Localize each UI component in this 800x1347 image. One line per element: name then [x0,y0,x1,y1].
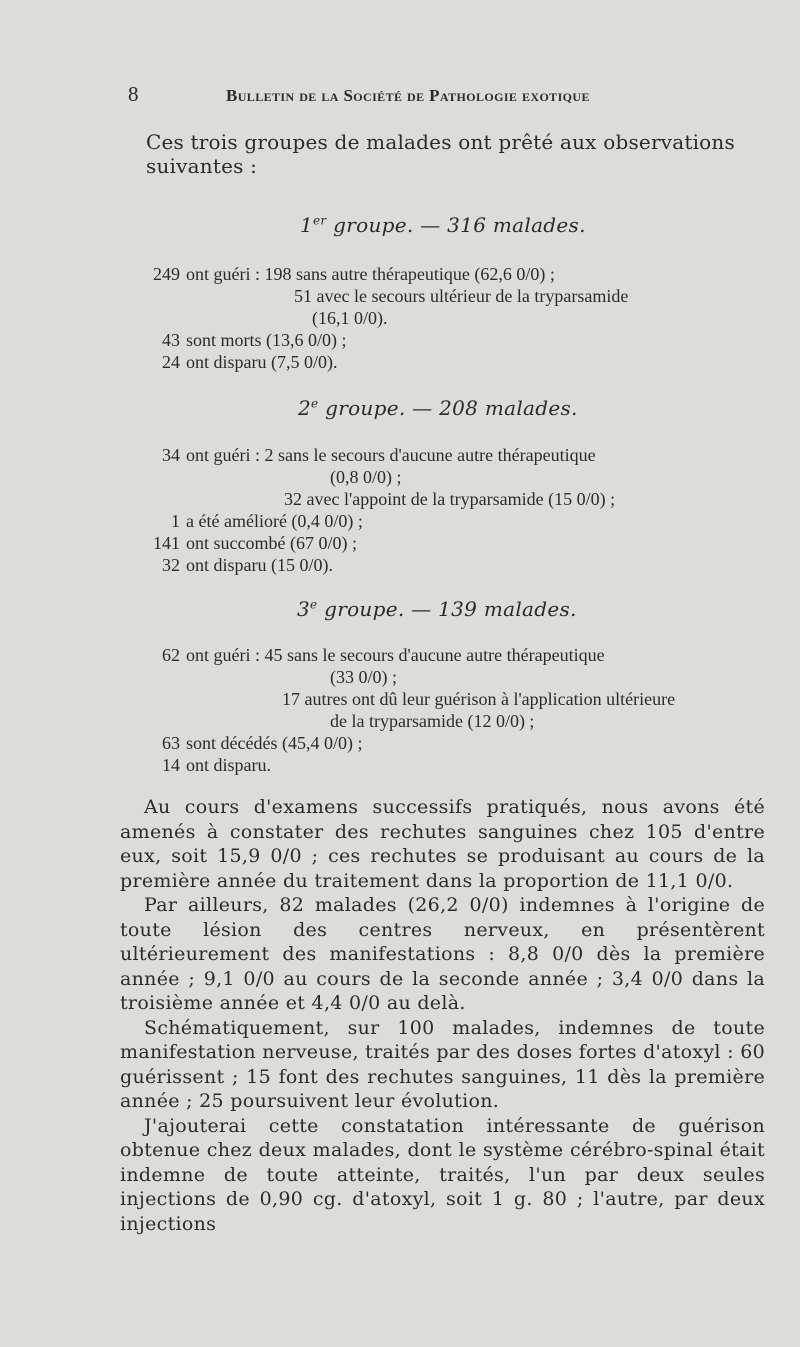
count: 43 [162,330,180,350]
group-title-1 [300,213,586,237]
group-title-2 [298,396,578,420]
count: 62 [162,645,180,665]
count: 14 [162,755,180,775]
body-text [120,795,765,1236]
table-line: a été amélioré (0,4 0/0) ; [186,511,363,531]
table-line: de la tryparsamide (12 0/0) ; [330,711,535,731]
paragraph: Au cours d'examens successifs pratiqués, nous avons été amenés à constater des rechutes sanguines chez 105 d'entre eux, soit 15,9 0/0 ; ces rechutes se produisant au cours de la première année du traitement dans la proportion de 11,1 0/0. [120,796,765,892]
group-title-text: groupe. — 208 malades. [325,396,578,420]
table-line: ont guéri : 2 sans le secours d'aucune autre thérapeutique [186,445,596,465]
group-title-text: groupe. — 316 malades. [333,213,586,237]
running-title: Bulletin de la Société de Pathologie exotique [226,86,590,105]
count: 141 [153,533,180,553]
table-line: ont guéri : 198 sans autre thérapeutique (62,6 0/0) ; [186,264,555,284]
group-title-3 [297,597,577,621]
table-line: sont décédés (45,4 0/0) ; [186,733,363,753]
table-line: ont disparu (7,5 0/0). [186,352,338,372]
table-line: (16,1 0/0). [312,308,388,328]
group-ordinal-suffix: er [313,213,327,228]
paragraph: Schématiquement, sur 100 malades, indemnes de toute manifestation nerveuse, traités par des doses fortes d'atoxyl : 60 guérissent ; 15 font des rechutes sanguines, 11 dès la première année ; 25 poursuivent leur évolution. [120,1016,765,1112]
table-line: ont disparu (15 0/0). [186,555,333,575]
intro-paragraph: Ces trois groupes de malades ont prêté aux observations suivantes : [146,130,735,178]
group-ordinal: 3 [297,597,311,621]
table-line: (0,8 0/0) ; [330,467,402,487]
group-ordinal-suffix: e [310,597,318,612]
count: 249 [153,264,180,284]
table-line: ont guéri : 45 sans le secours d'aucune autre thérapeutique [186,645,605,665]
count: 1 [171,511,180,531]
count: 24 [162,352,180,372]
paragraph: J'ajouterai cette constatation intéressante de guérison obtenue chez deux malades, dont le système cérébro-spinal était indemne de toute atteinte, traités, l'un par deux seules injections de 0,90 cg. d'atoxyl, soit 1 g. 80 ; l'autre, par deux injections [120,1114,765,1235]
group-title-text: groupe. — 139 malades. [324,597,577,621]
count: 34 [162,445,180,465]
paragraph: Par ailleurs, 82 malades (26,2 0/0) indemnes à l'origine de toute lésion des centres nerveux, en présentèrent ultérieurement des manifestations : 8,8 0/0 dès la première année ; 9,1 0/0 au cours de la seconde année ; 3,4 0/0 dans la troisième année et 4,4 0/0 au delà. [120,894,765,1014]
table-line: (33 0/0) ; [330,667,397,687]
table-line: 51 avec le secours ultérieur de la tryparsamide [294,286,629,306]
count: 63 [162,733,180,753]
group-ordinal-suffix: e [311,396,319,411]
group-ordinal: 2 [298,396,312,420]
count: 32 [162,555,180,575]
table-line: sont morts (13,6 0/0) ; [186,330,347,350]
table-line: ont disparu. [186,755,271,775]
table-line: ont succombé (67 0/0) ; [186,533,357,553]
group-ordinal: 1 [300,213,314,237]
table-line: 17 autres ont dû leur guérison à l'application ultérieure [282,689,676,709]
page-number: 8 [128,82,139,106]
table-line: 32 avec l'appoint de la tryparsamide (15 0/0) ; [284,489,616,509]
